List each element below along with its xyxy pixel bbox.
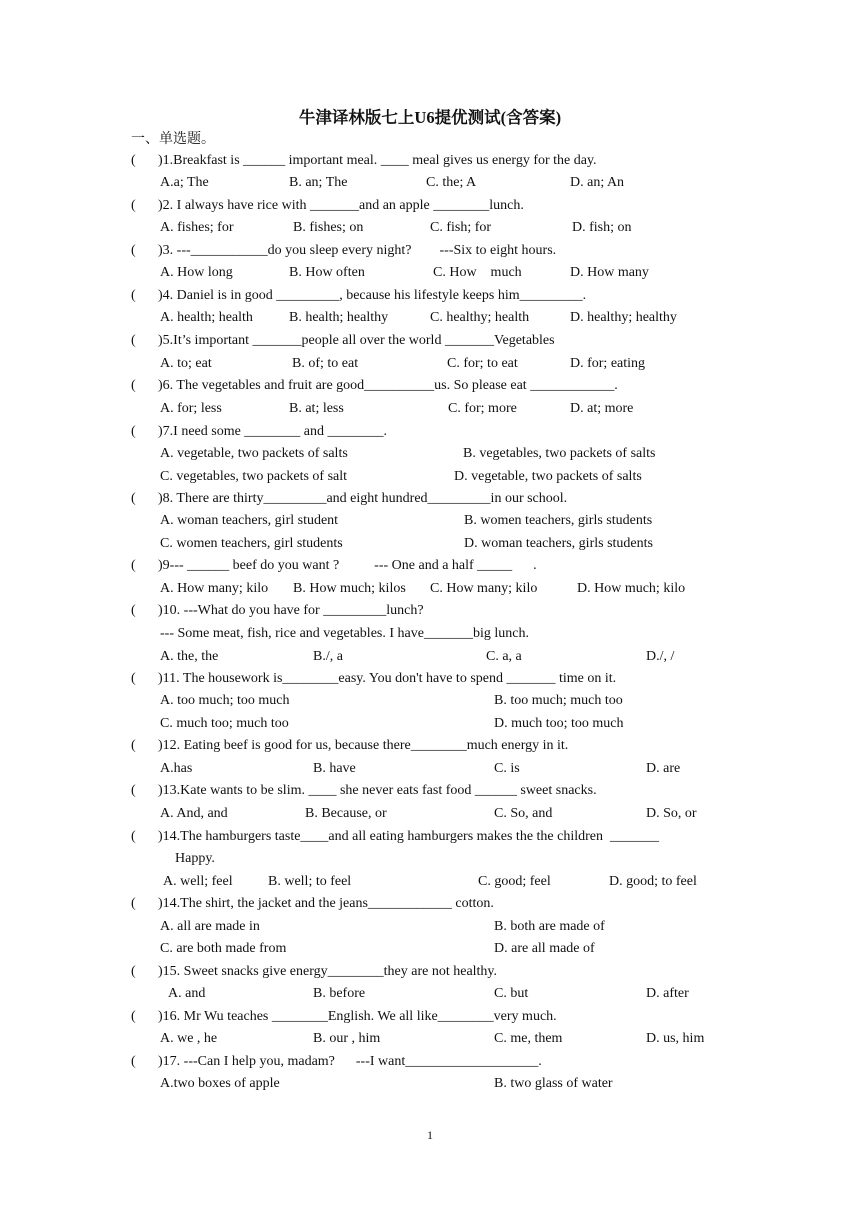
question-4-option-c[interactable]: C. healthy; health: [430, 310, 530, 325]
question-7-option-d[interactable]: D. vegetable, two packets of salts: [454, 469, 642, 484]
question-5-stem: ( )5.It’s important _______people all over the world _______Vegetables: [131, 333, 555, 348]
question-15-option-b[interactable]: B. before: [313, 986, 366, 1001]
question-13-option-c[interactable]: C. So, and: [494, 806, 553, 821]
question-14-option-d[interactable]: D. good; to feel: [609, 874, 697, 889]
question-7-option-c[interactable]: C. vegetables, two packets of salt: [160, 469, 348, 484]
question-14b-option-a[interactable]: A. all are made in: [160, 919, 260, 934]
question-14-continuation: Happy.: [175, 851, 215, 866]
question-13-option-d[interactable]: D. So, or: [646, 806, 697, 821]
question-12-option-c[interactable]: C. is: [494, 761, 520, 776]
question-1-option-c[interactable]: C. the; A: [426, 175, 477, 190]
question-14b-option-c[interactable]: C. are both made from: [160, 941, 287, 956]
question-5-option-a[interactable]: A. to; eat: [160, 356, 212, 371]
question-14-option-c[interactable]: C. good; feel: [478, 874, 551, 889]
question-5-option-c[interactable]: C. for; to eat: [447, 356, 518, 371]
question-14-option-a[interactable]: A. well; feel: [163, 874, 233, 889]
question-17-option-a[interactable]: A.two boxes of apple: [160, 1076, 280, 1091]
question-12-option-b[interactable]: B. have: [313, 761, 356, 776]
question-12-option-d[interactable]: D. are: [646, 761, 681, 776]
question-6-stem: ( )6. The vegetables and fruit are good__________us. So please eat ____________.: [131, 378, 618, 393]
question-17-option-b[interactable]: B. two glass of water: [494, 1076, 613, 1091]
question-10-dialogue: --- Some meat, fish, rice and vegetables. I have_______big lunch.: [160, 626, 529, 641]
question-9-option-d[interactable]: D. How much; kilo: [577, 581, 686, 596]
question-11-option-d[interactable]: D. much too; too much: [494, 716, 624, 731]
question-2-option-b[interactable]: B. fishes; on: [293, 220, 364, 235]
question-10-option-d[interactable]: D./, /: [646, 649, 675, 664]
question-10-option-b[interactable]: B./, a: [313, 649, 343, 664]
question-8-option-d[interactable]: D. woman teachers, girls students: [464, 536, 653, 551]
question-3-option-b[interactable]: B. How often: [289, 265, 365, 280]
question-9-option-c[interactable]: C. How many; kilo: [430, 581, 538, 596]
question-15-option-a[interactable]: A. and: [168, 986, 206, 1001]
question-9-stem: ( )9--- ______ beef do you want ? --- One and a half _____ .: [131, 558, 537, 573]
question-15-option-d[interactable]: D. after: [646, 986, 689, 1001]
question-11-option-c[interactable]: C. much too; much too: [160, 716, 289, 731]
question-4-stem: ( )4. Daniel is in good _________, because his lifestyle keeps him_________.: [131, 288, 587, 303]
question-9-option-b[interactable]: B. How much; kilos: [293, 581, 406, 596]
question-6-option-a[interactable]: A. for; less: [160, 401, 222, 416]
question-2-option-a[interactable]: A. fishes; for: [160, 220, 234, 235]
question-3-option-d[interactable]: D. How many: [570, 265, 649, 280]
question-8-option-c[interactable]: C. women teachers, girl students: [160, 536, 343, 551]
question-1-option-d[interactable]: D. an; An: [570, 175, 625, 190]
question-7-stem: ( )7.I need some ________ and ________.: [131, 424, 388, 439]
question-12-stem: ( )12. Eating beef is good for us, because there________much energy in it.: [131, 738, 569, 753]
question-2-option-d[interactable]: D. fish; on: [572, 220, 632, 235]
question-8-option-b[interactable]: B. women teachers, girls students: [464, 513, 653, 528]
question-14b-option-d[interactable]: D. are all made of: [494, 941, 595, 956]
question-15-option-c[interactable]: C. but: [494, 986, 529, 1001]
question-14-option-b[interactable]: B. well; to feel: [268, 874, 352, 889]
question-16-option-d[interactable]: D. us, him: [646, 1031, 705, 1046]
question-1-option-a[interactable]: A.a; The: [160, 175, 209, 190]
question-17-stem: ( )17. ---Can I help you, madam? ---I want___________________.: [131, 1054, 542, 1069]
question-9-option-a[interactable]: A. How many; kilo: [160, 581, 269, 596]
question-6-option-c[interactable]: C. for; more: [448, 401, 517, 416]
page-number: 1: [427, 1128, 433, 1142]
question-3-option-c[interactable]: C. How much: [433, 265, 522, 280]
question-12-option-a[interactable]: A.has: [160, 761, 193, 776]
question-5-option-b[interactable]: B. of; to eat: [292, 356, 359, 371]
question-5-option-d[interactable]: D. for; eating: [570, 356, 646, 371]
question-16-option-b[interactable]: B. our , him: [313, 1031, 381, 1046]
question-15-stem: ( )15. Sweet snacks give energy________they are not healthy.: [131, 964, 498, 979]
question-10-option-c[interactable]: C. a, a: [486, 649, 522, 664]
question-11-option-b[interactable]: B. too much; much too: [494, 693, 623, 708]
question-4-option-d[interactable]: D. healthy; healthy: [570, 310, 677, 325]
question-1-stem: ( )1.Breakfast is ______ important meal. ____ meal gives us energy for the day.: [131, 153, 597, 168]
question-1-option-b[interactable]: B. an; The: [289, 175, 348, 190]
question-10-stem: ( )10. ---What do you have for _________lunch?: [131, 603, 424, 618]
question-3-stem: ( )3. ---___________do you sleep every night? ---Six to eight hours.: [131, 243, 557, 258]
question-11-stem: ( )11. The housework is________easy. You don't have to spend _______ time on it.: [131, 671, 617, 686]
question-2-option-c[interactable]: C. fish; for: [430, 220, 492, 235]
question-8-option-a[interactable]: A. woman teachers, girl student: [160, 513, 339, 528]
question-10-option-a[interactable]: A. the, the: [160, 649, 219, 664]
section-heading: 一、单选题。: [131, 132, 215, 147]
question-4-option-b[interactable]: B. health; healthy: [289, 310, 389, 325]
question-7-option-b[interactable]: B. vegetables, two packets of salts: [463, 446, 656, 461]
question-11-option-a[interactable]: A. too much; too much: [160, 693, 290, 708]
question-4-option-a[interactable]: A. health; health: [160, 310, 253, 325]
question-16-option-c[interactable]: C. me, them: [494, 1031, 563, 1046]
question-2-stem: ( )2. I always have rice with _______and an apple ________lunch.: [131, 198, 524, 213]
question-13-option-a[interactable]: A. And, and: [160, 806, 228, 821]
question-13-stem: ( )13.Kate wants to be slim. ____ she never eats fast food ______ sweet snacks.: [131, 783, 597, 798]
question-6-option-b[interactable]: B. at; less: [289, 401, 344, 416]
question-14-stem: ( )14.The hamburgers taste____and all eating hamburgers makes the the children _______: [131, 829, 660, 844]
question-14b-stem: ( )14.The shirt, the jacket and the jeans____________ cotton.: [131, 896, 494, 911]
question-6-option-d[interactable]: D. at; more: [570, 401, 634, 416]
question-16-option-a[interactable]: A. we , he: [160, 1031, 218, 1046]
question-14b-option-b[interactable]: B. both are made of: [494, 919, 605, 934]
question-7-option-a[interactable]: A. vegetable, two packets of salts: [160, 446, 348, 461]
question-8-stem: ( )8. There are thirty_________and eight hundred_________in our school.: [131, 491, 568, 506]
question-13-option-b[interactable]: B. Because, or: [305, 806, 387, 821]
question-3-option-a[interactable]: A. How long: [160, 265, 233, 280]
question-16-stem: ( )16. Mr Wu teaches ________English. We all like________very much.: [131, 1009, 557, 1024]
document-title: 牛津译林版七上U6提优测试(含答案): [298, 108, 562, 127]
